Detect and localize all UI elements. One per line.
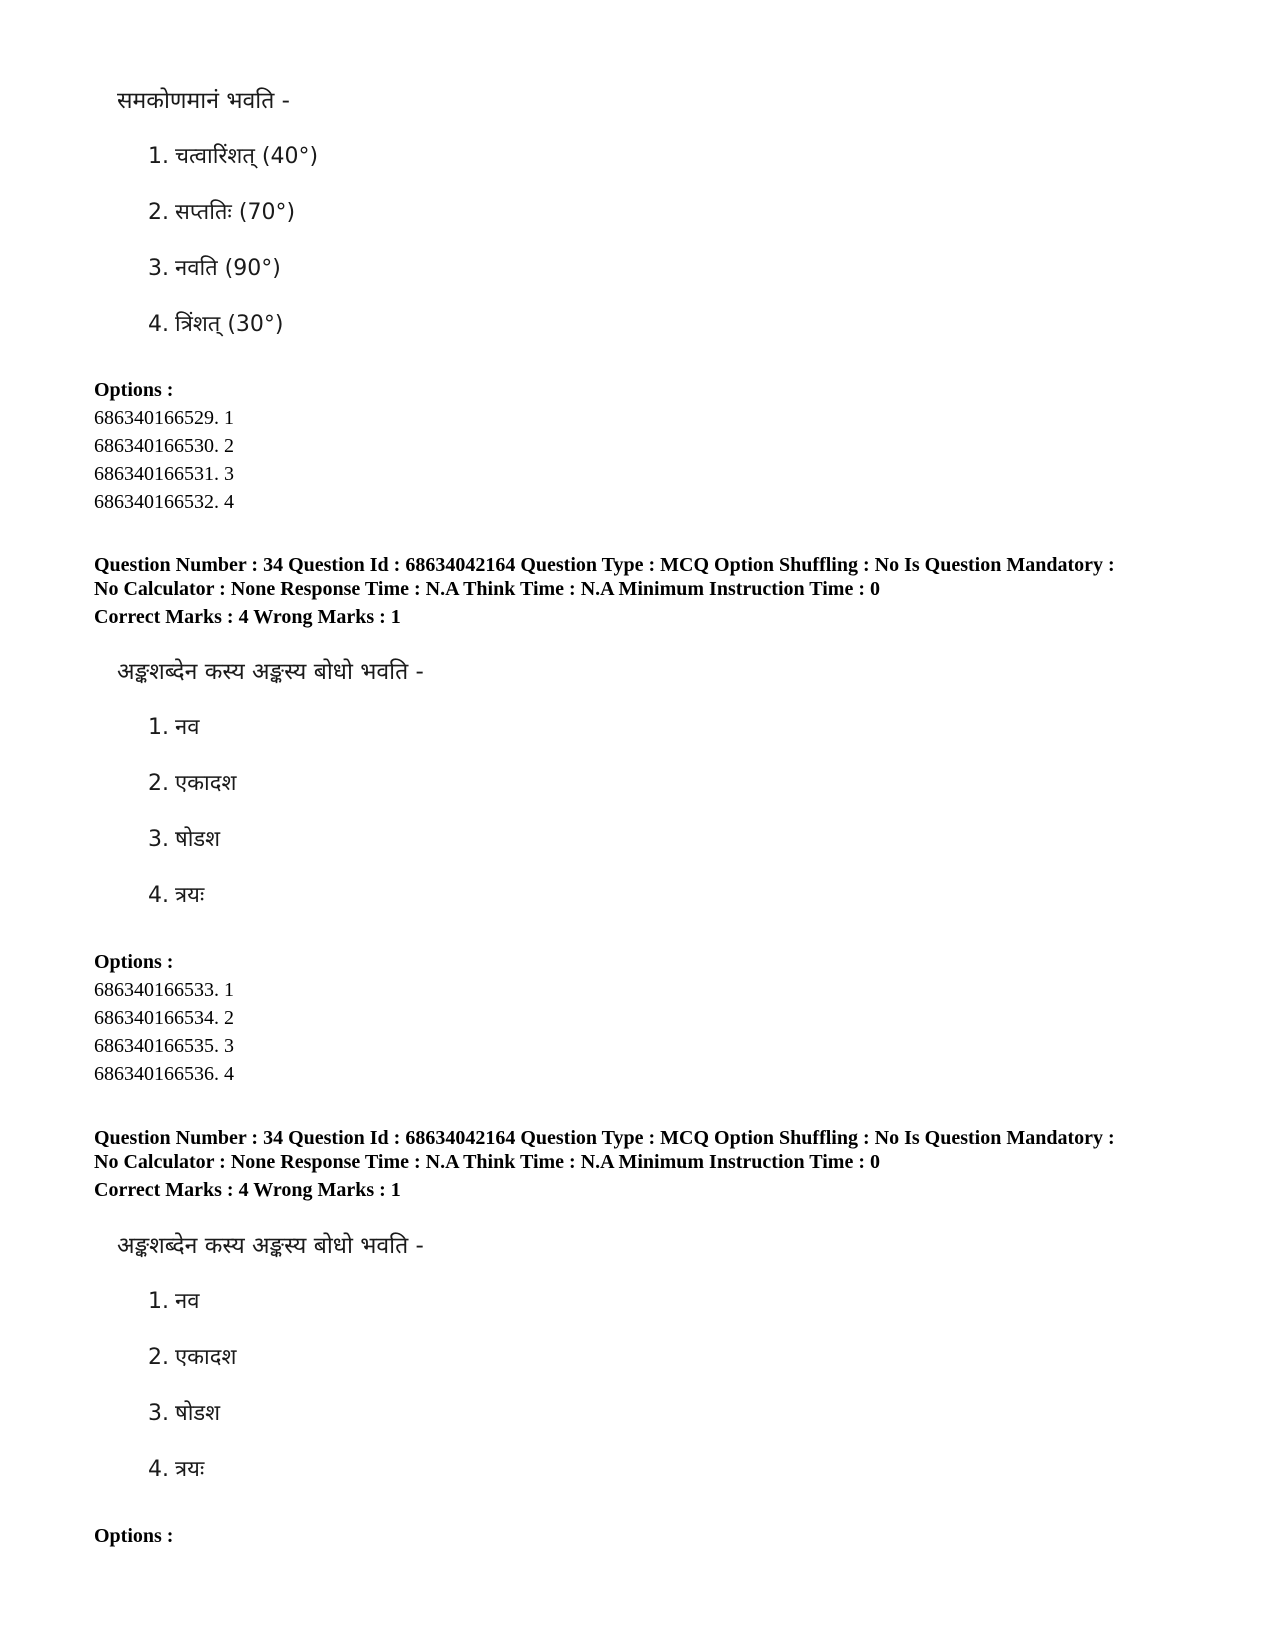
option-id-line: 686340166532. 4 (94, 491, 234, 513)
choice-text: नवति (90°) (175, 256, 281, 281)
question-choice (148, 825, 220, 855)
choice-text: षोडश (175, 827, 221, 852)
question-choice (148, 254, 281, 284)
choice-number: 4. (148, 312, 169, 337)
question-choice (148, 769, 236, 799)
option-id-line: 686340166530. 2 (94, 435, 234, 457)
option-id-line: 686340166529. 1 (94, 407, 234, 429)
choice-text: त्रयः (175, 883, 205, 908)
choice-number: 4. (148, 883, 169, 908)
choice-number: 1. (148, 144, 169, 169)
choice-number: 3. (148, 256, 169, 281)
question-choice (148, 1399, 220, 1429)
choice-text: षोडश (175, 1401, 221, 1426)
choice-text: नव (175, 1289, 200, 1314)
choice-text: त्रयः (175, 1457, 205, 1482)
question-choice (148, 1287, 199, 1317)
choice-text: एकादश (175, 1345, 237, 1370)
choice-number: 1. (148, 1289, 169, 1314)
option-id-line: 686340166536. 4 (94, 1063, 234, 1085)
question-text: अङ्कशब्देन कस्य अङ्कस्य बोधो भवति - (117, 1233, 424, 1259)
choice-number: 2. (148, 200, 169, 225)
question-meta-line: Question Number : 34 Question Id : 68634042164 Question Type : MCQ Option Shuffling : No Is Question Mandatory : (94, 1127, 1115, 1149)
question-choice (148, 142, 318, 172)
choice-text: सप्ततिः (70°) (175, 200, 296, 225)
marks-line: Correct Marks : 4 Wrong Marks : 1 (94, 1179, 401, 1201)
options-label: Options : (94, 951, 174, 973)
question-text: समकोणमानं भवति - (117, 88, 290, 114)
choice-text: त्रिंशत् (30°) (175, 312, 284, 337)
option-id-line: 686340166534. 2 (94, 1007, 234, 1029)
question-choice (148, 1455, 204, 1485)
question-choice (148, 713, 199, 743)
choice-number: 3. (148, 1401, 169, 1426)
option-id-line: 686340166533. 1 (94, 979, 234, 1001)
choice-number: 1. (148, 715, 169, 740)
choice-number: 4. (148, 1457, 169, 1482)
choice-number: 2. (148, 771, 169, 796)
choice-number: 3. (148, 827, 169, 852)
option-id-line: 686340166531. 3 (94, 463, 234, 485)
question-meta-line: No Calculator : None Response Time : N.A Think Time : N.A Minimum Instruction Time : 0 (94, 1151, 880, 1173)
option-id-line: 686340166535. 3 (94, 1035, 234, 1057)
question-choice (148, 1343, 236, 1373)
options-label: Options : (94, 1525, 174, 1547)
marks-line: Correct Marks : 4 Wrong Marks : 1 (94, 606, 401, 628)
question-text: अङ्कशब्देन कस्य अङ्कस्य बोधो भवति - (117, 659, 424, 685)
question-choice (148, 881, 204, 911)
choice-text: नव (175, 715, 200, 740)
options-label: Options : (94, 379, 174, 401)
question-choice (148, 310, 284, 340)
choice-text: चत्वारिंशत् (40°) (175, 144, 319, 169)
question-choice (148, 198, 295, 228)
question-meta-line: No Calculator : None Response Time : N.A Think Time : N.A Minimum Instruction Time : 0 (94, 578, 880, 600)
choice-number: 2. (148, 1345, 169, 1370)
choice-text: एकादश (175, 771, 237, 796)
question-meta-line: Question Number : 34 Question Id : 68634042164 Question Type : MCQ Option Shuffling : No Is Question Mandatory : (94, 554, 1115, 576)
